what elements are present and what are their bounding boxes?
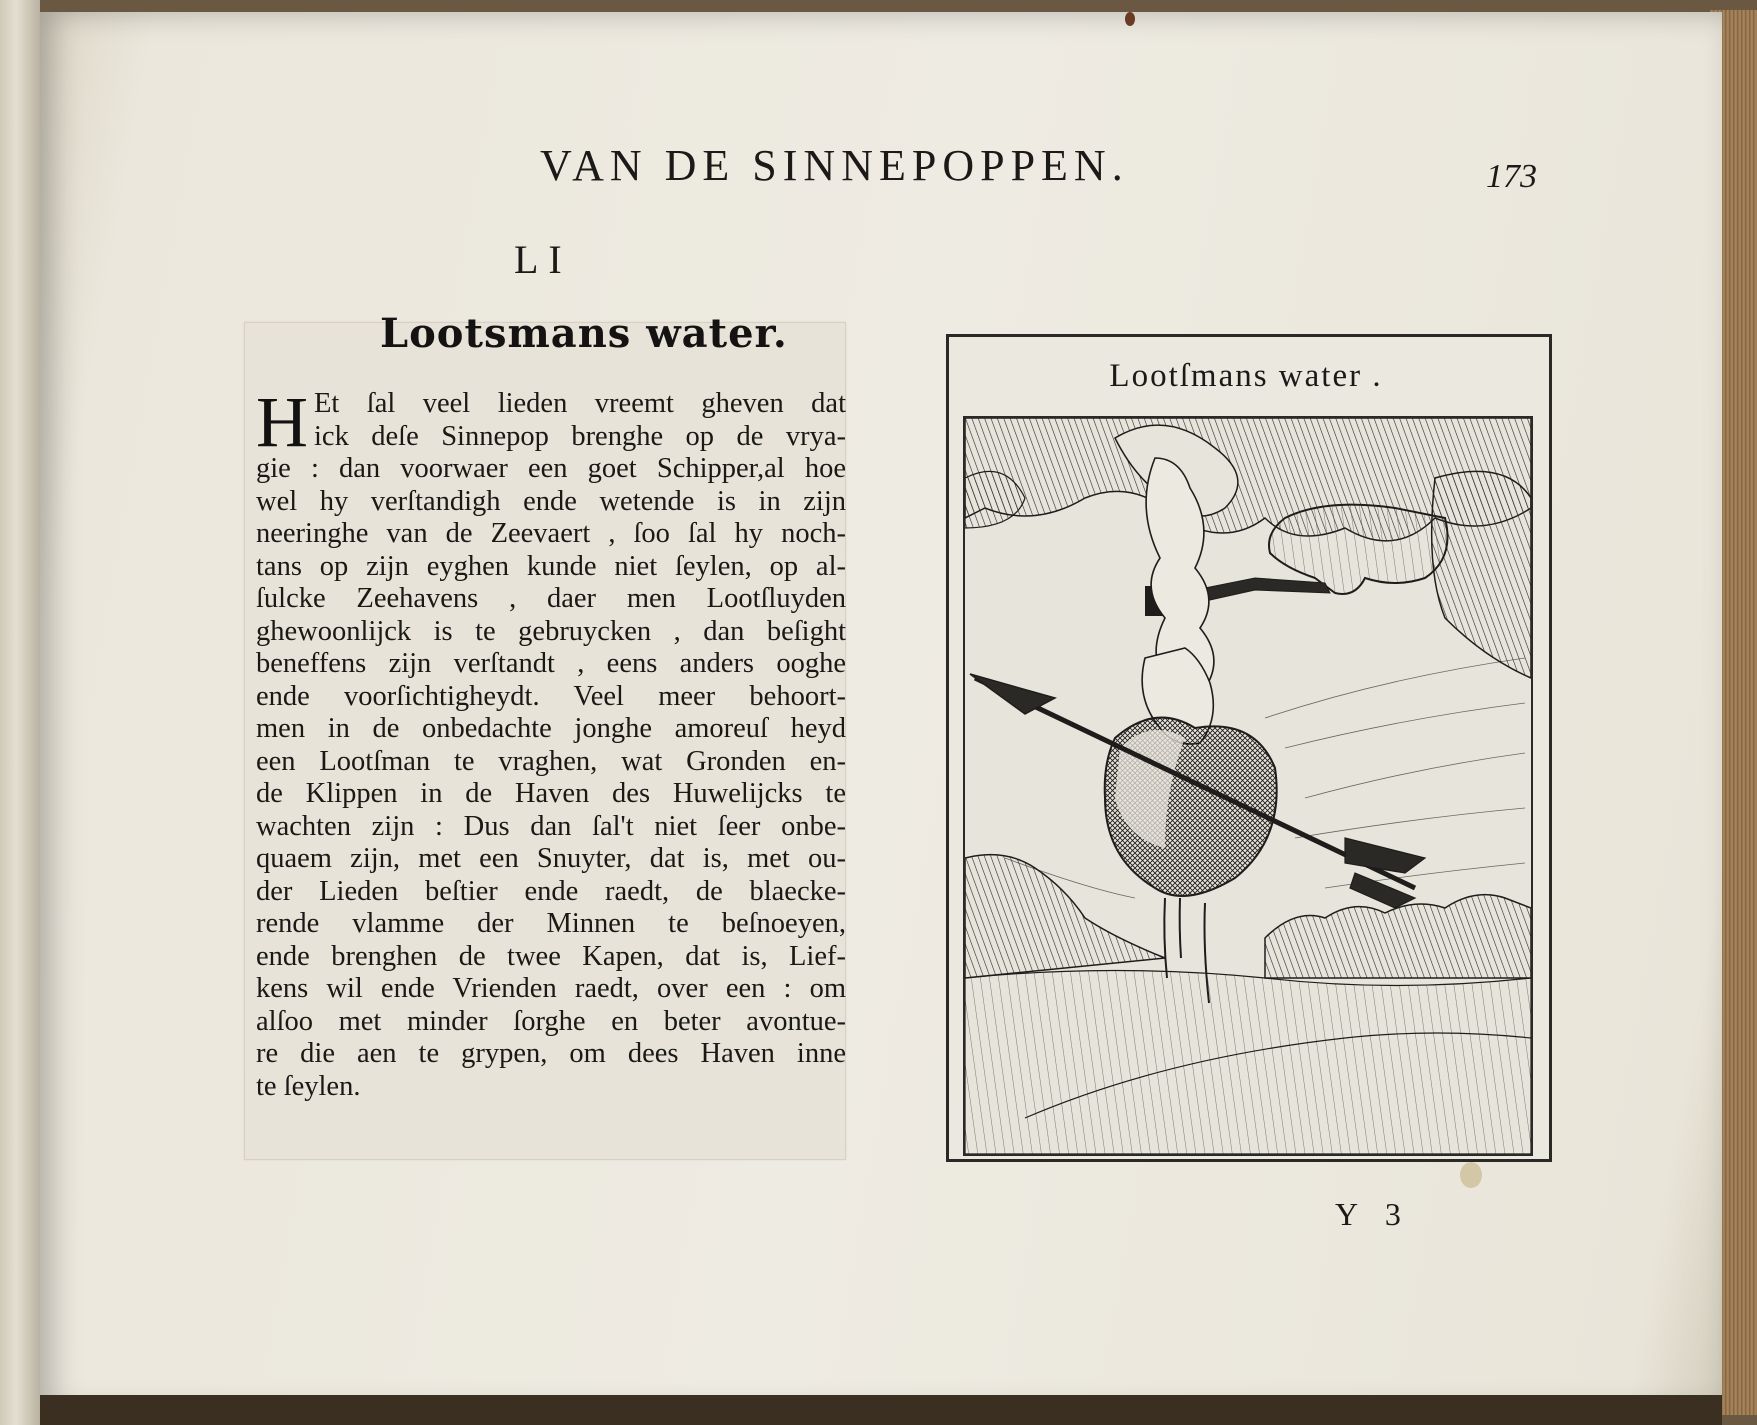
text-line: beneffens zijn verſtandt , eens anders ooghe (256, 648, 846, 679)
drop-cap: H (256, 382, 308, 462)
foxing-stain (1460, 1162, 1482, 1188)
text-line: ick deſe Sinnepop brenghe op de vrya- (314, 420, 846, 452)
signature-mark: Y 3 (1335, 1196, 1411, 1232)
text-line: ghewoonlijck is te gebruycken , dan beſight (256, 615, 846, 647)
engraving-illustration (965, 418, 1531, 1154)
text-line: ſulcke Zeehavens , daer men Lootſluyden (256, 583, 846, 614)
body-text (256, 382, 846, 1103)
text-line: wel hy verſtandigh ende wetende is in zijn (256, 485, 846, 517)
previous-page-edge (0, 0, 40, 1425)
text-line: ende brenghen de twee Kapen, dat is, Lief- (256, 940, 846, 972)
text-line: kens wil ende Vrienden raedt, over een : om (256, 973, 846, 1004)
text-line: ende voorſichtigheydt. Veel meer behoort- (256, 680, 846, 712)
text-line: neeringhe van de Zeevaert , ſoo ſal hy noch- (256, 518, 846, 549)
text-line: wachten zijn : Dus dan ſal't niet ſeer onbe- (256, 810, 846, 842)
chapter-number: LI (514, 237, 572, 282)
text-line: tans op zijn eyghen kunde niet ſeylen, op al- (256, 550, 846, 582)
running-head: VAN DE SINNEPOPPEN. (540, 141, 1129, 190)
emblem-motto: Lootſmans water . (1109, 358, 1383, 394)
chapter-title: Lootsmans water. (380, 310, 788, 357)
text-line: Et ſal veel lieden vreemt gheven dat (314, 388, 846, 419)
text-line: men in de onbedachte jonghe amoreuſ heyd (256, 713, 846, 744)
text-line: der Lieden beſtier ende raedt, de blaecke- (256, 875, 846, 907)
text-line: een Lootſman te vraghen, wat Gronden en- (256, 745, 846, 777)
text-line: rende vlamme der Minnen te beſnoeyen, (256, 908, 846, 939)
ground (965, 971, 1531, 1155)
page-number: 173 (1486, 158, 1537, 195)
emblem-engraving (963, 416, 1533, 1156)
ink-spot (1125, 12, 1135, 26)
text-line: quaem zijn, met een Snuyter, dat is, met ou- (256, 843, 846, 874)
text-line: gie : dan voorwaer een goet Schipper,al hoe (256, 453, 846, 484)
text-line: te ſeylen. (256, 1070, 361, 1102)
text-line: re die aen te grypen, om dees Haven inne (256, 1038, 846, 1069)
text-line: alſoo met minder ſorghe en beter avontue- (256, 1005, 846, 1037)
text-line: de Klippen in de Haven des Huwelijcks te (256, 778, 846, 809)
page-bottom-shadow (40, 1395, 1722, 1425)
